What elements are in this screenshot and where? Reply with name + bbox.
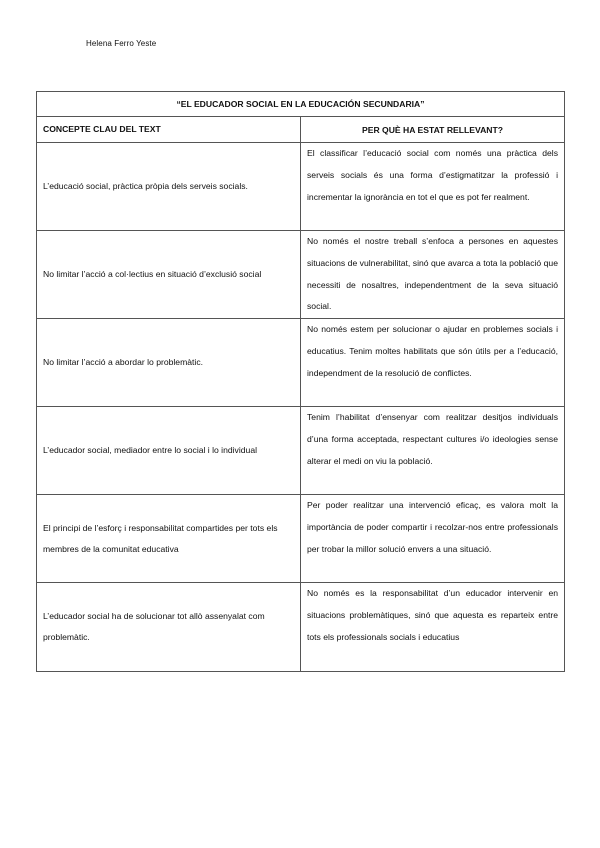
- table-title-row: [37, 92, 565, 117]
- table-row: [37, 495, 565, 583]
- concept-cell: El principi de l’esforç i responsabilitat compartides per tots els membres de la comunitat educativa: [37, 495, 301, 583]
- table-header-row: [37, 117, 565, 143]
- concept-cell: L’educador social, mediador entre lo social i lo individual: [37, 407, 301, 495]
- concept-cell: No limitar l’acció a abordar lo problemàtic.: [37, 319, 301, 407]
- author-name: Helena Ferro Yeste: [86, 39, 157, 48]
- reason-cell: Tenim l’habilitat d’ensenyar com realitzar desitjos individuals d’una forma acceptada, respectant cultures i/o ideologies sense alterar el medi on viu la població.: [301, 407, 565, 495]
- reason-cell: El classificar l’educació social com només una pràctica dels serveis socials és una forma d’estigmatitzar la professió i incrementar la ignorància en tot el que es pot fer realment.: [301, 143, 565, 231]
- concept-cell: No limitar l’acció a col·lectius en situació d’exclusió social: [37, 231, 301, 319]
- table-row: [37, 319, 565, 407]
- column-header-concept: CONCEPTE CLAU DEL TEXT: [37, 117, 301, 143]
- reason-cell: No només el nostre treball s’enfoca a persones en aquestes situacions de vulnerabilitat, sinó que avarca a tota la població que necessiti de nosaltres, independentment de la seva situació social.: [301, 231, 565, 319]
- reason-cell: Per poder realitzar una intervenció eficaç, es valora molt la importància de poder compartir i recolzar-nos entre professionals per trobar la millor solució envers a una situació.: [301, 495, 565, 583]
- concept-cell: L’educador social ha de solucionar tot allò assenyalat com problemàtic.: [37, 583, 301, 672]
- table-row: [37, 407, 565, 495]
- concept-cell: L’educació social, pràctica pròpia dels serveis socials.: [37, 143, 301, 231]
- column-header-reason: PER QUÈ HA ESTAT RELLEVANT?: [301, 117, 565, 143]
- table-title: “EL EDUCADOR SOCIAL EN LA EDUCACIÓN SECUNDARIA”: [37, 92, 565, 117]
- table-row: [37, 231, 565, 319]
- table-row: [37, 143, 565, 231]
- reason-cell: No només es la responsabilitat d’un educador intervenir en situacions problemàtiques, sinó que aquesta es reparteix entre tots els professionals socials i educatius: [301, 583, 565, 672]
- reason-cell: No només estem per solucionar o ajudar en problemes socials i educatius. Tenim moltes habilitats que són útils per a l’educació, independment de la resolució de conflictes.: [301, 319, 565, 407]
- concepts-table: [36, 91, 565, 672]
- table-row: [37, 583, 565, 672]
